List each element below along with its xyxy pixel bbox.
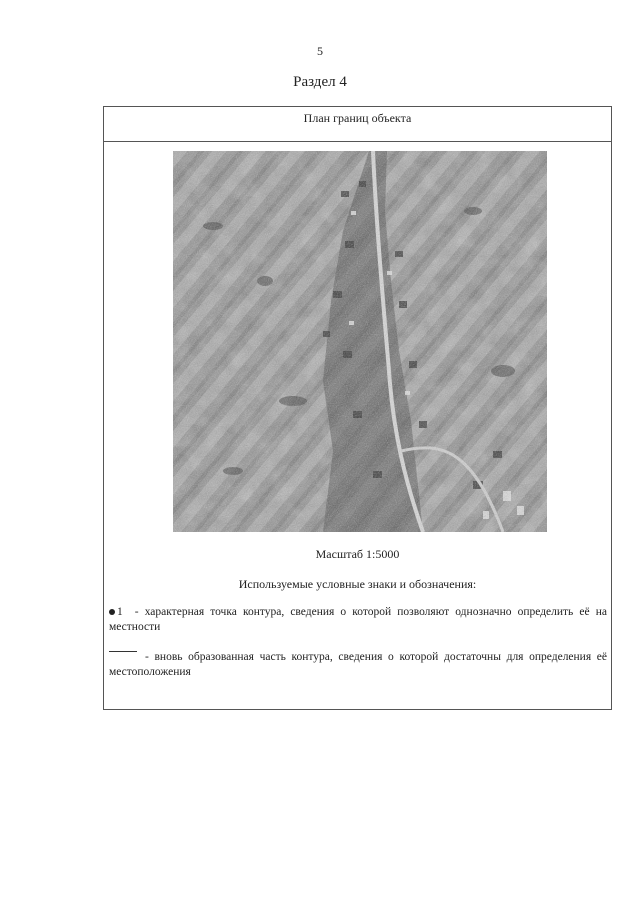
legend-text-point: - характерная точка контура, сведения о которой позволяют однозначно определить её на местности — [109, 606, 607, 633]
line-symbol-icon — [109, 651, 137, 652]
legend-text-line: - вновь образованная часть контура, сведения о которой достаточны для определения её местоположения — [109, 651, 607, 678]
page-number: 5 — [317, 44, 323, 58]
legend-item-line — [109, 650, 607, 680]
scale-label: Масштаб 1:5000 — [315, 547, 400, 561]
point-number: 1 — [117, 606, 123, 618]
object-boundary-frame — [103, 106, 612, 710]
legend-title: Используемые условные знаки и обозначения: — [238, 577, 477, 591]
point-symbol-icon — [109, 609, 115, 615]
legend-item-point — [109, 605, 607, 635]
aerial-photo — [173, 151, 547, 532]
section-title: Раздел 4 — [293, 74, 347, 90]
frame-header: План границ объекта — [104, 107, 611, 142]
